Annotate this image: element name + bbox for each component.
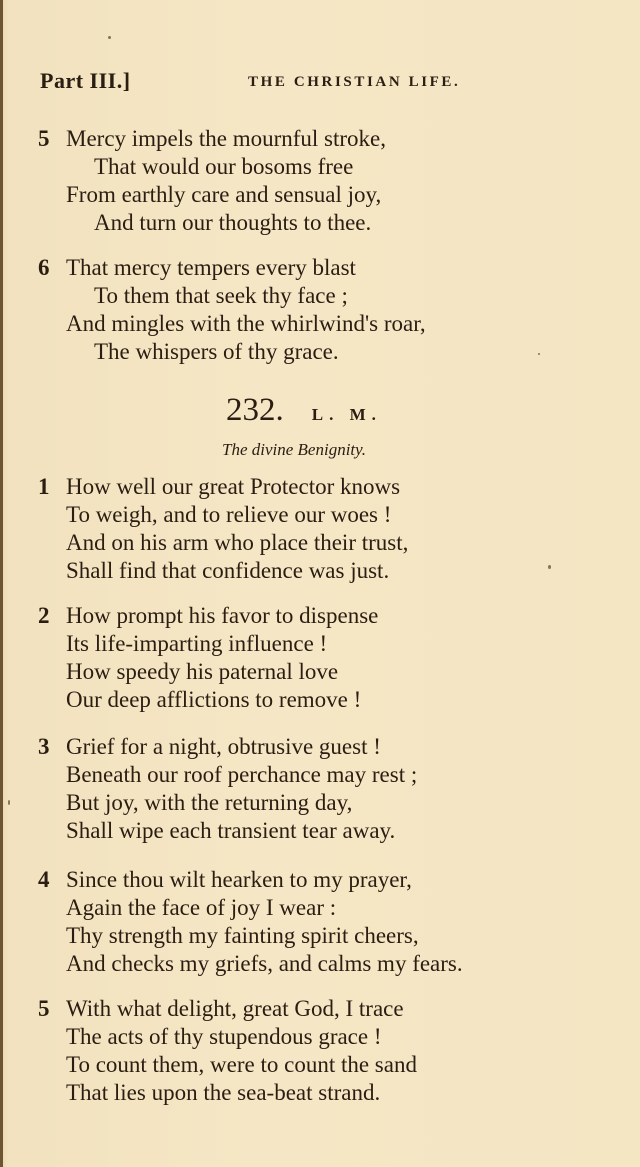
verse-line: The acts of thy stupendous grace ! [66,1024,382,1049]
verse-line: And turn our thoughts to thee. [94,210,372,235]
verse-line: How speedy his paternal love [66,659,339,684]
verse-line: Its life-imparting influence ! [66,631,328,656]
page-spine-edge [0,0,3,1167]
verse-line: The whispers of thy grace. [94,339,339,364]
verse-line: Beneath our roof perchance may rest ; [66,762,418,787]
verse-line: But joy, with the returning day, [66,790,353,815]
verse-line: Again the face of joy I wear : [66,895,337,920]
stanza-number: 6 [38,255,50,280]
stanza-number: 4 [38,867,50,892]
stanza-3 [38,733,618,845]
stanza-prev-5 [38,125,618,237]
paper-speck [8,800,10,805]
verse-line: Shall wipe each transient tear away. [66,818,396,843]
paper-speck [548,565,551,569]
hymn-number: 232. [226,392,284,428]
verse-line: And checks my griefs, and calms my fears. [66,951,463,976]
running-title: THE CHRISTIAN LIFE. [248,74,461,90]
stanza-number: 2 [38,603,50,628]
part-label: Part III.] [40,68,131,93]
verse-line: 1 How well our great Protector knows [38,474,401,499]
stanza-number: 5 [38,126,50,151]
hymn-heading [226,392,382,432]
verse-line: 5 With what delight, great God, I trace [38,996,404,1021]
stanza-1 [38,473,618,585]
paper-speck [538,353,540,355]
verse-line: To them that seek thy face ; [94,283,348,308]
verse-line: From earthly care and sensual joy, [66,182,382,207]
verse-line: 2 How prompt his favor to dispense [38,603,379,628]
stanza-4 [38,866,618,978]
verse-line: 6 That mercy tempers every blast [38,255,356,280]
verse-line: Our deep afflictions to remove ! [66,687,362,712]
stanza-number: 5 [38,996,50,1021]
stanza-2 [38,602,618,714]
hymn-meter: L. M. [311,405,382,424]
verse-line: 3 Grief for a night, obtrusive guest ! [38,734,381,759]
verse-line: 5 Mercy impels the mournful stroke, [38,126,387,151]
page-header [40,68,620,98]
verse-line: Thy strength my fainting spirit cheers, [66,923,419,948]
verse-line: That lies upon the sea-beat strand. [66,1080,381,1105]
hymn-subtitle: The divine Benignity. [222,440,366,459]
verse-line: To count them, were to count the sand [66,1052,417,1077]
paper-speck [108,36,111,39]
stanza-number: 3 [38,734,50,759]
verse-line: 4 Since thou wilt hearken to my prayer, [38,867,412,892]
verse-line: That would our bosoms free [94,154,354,179]
stanza-prev-6 [38,254,618,366]
verse-line: And on his arm who place their trust, [66,530,409,555]
stanza-5 [38,995,618,1107]
verse-line: And mingles with the whirlwind's roar, [66,311,426,336]
verse-line: Shall find that confidence was just. [66,558,390,583]
stanza-number: 1 [38,474,50,499]
verse-line: To weigh, and to relieve our woes ! [66,502,392,527]
